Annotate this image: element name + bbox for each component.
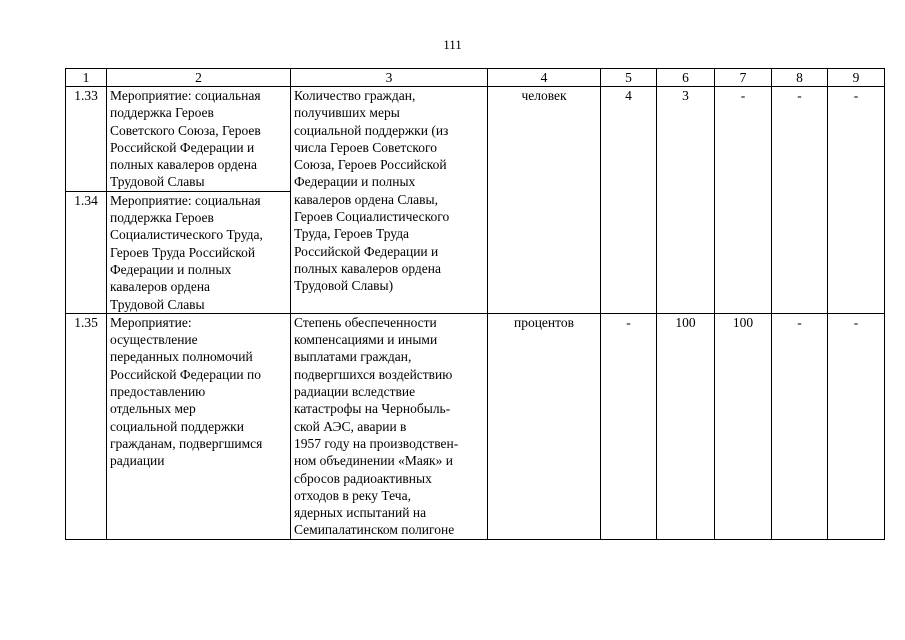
event-cell: Мероприятие: осуществление переданных полномочий Российской Федерации по предоставлению отдельных мер социальной поддержки гражданам, подвергшимся радиации: [107, 313, 291, 539]
table-row: [66, 313, 885, 539]
value-cell-5: 4: [601, 87, 657, 314]
value-cell-7: -: [715, 87, 772, 314]
column-header: 5: [601, 69, 657, 87]
column-header: 7: [715, 69, 772, 87]
value-cell-9: -: [828, 313, 885, 539]
value-cell-6: 3: [657, 87, 715, 314]
indicator-cell: Степень обеспеченности компенсациями и иными выплатами граждан, подвергшихся воздействию радиации вследствие катастрофы на Чернобыль- ской АЭС, аварии в 1957 году на производствен- ном объединении «Маяк» и сбросов радиоактивных отходов в реку Теча, ядерных испытаний на Семипалатинском полигоне: [291, 313, 488, 539]
row-number: 1.33: [66, 87, 107, 192]
column-header: 3: [291, 69, 488, 87]
table-header-row: [66, 69, 885, 87]
table-row: [66, 87, 885, 192]
column-header: 6: [657, 69, 715, 87]
column-header: 8: [772, 69, 828, 87]
row-number: 1.35: [66, 313, 107, 539]
value-cell-6: 100: [657, 313, 715, 539]
page-number: 111: [443, 37, 462, 52]
unit-cell: процентов: [488, 313, 601, 539]
column-header: 1: [66, 69, 107, 87]
event-cell: Мероприятие: социальная поддержка Героев Советского Союза, Героев Российской Федерации и полных кавалеров ордена Трудовой Славы: [107, 87, 291, 192]
value-cell-5: -: [601, 313, 657, 539]
indicator-cell: Количество граждан, получивших меры социальной поддержки (из числа Героев Советского Союза, Героев Российской Федерации и полных кавалеров ордена Славы, Героев Социалистического Труда, Героев Труда Российской Федерации и полных кавалеров ордена Трудовой Славы): [291, 87, 488, 314]
value-cell-8: -: [772, 313, 828, 539]
column-header: 4: [488, 69, 601, 87]
event-cell: Мероприятие: социальная поддержка Героев Социалистического Труда, Героев Труда Российской Федерации и полных кавалеров ордена Трудовой Славы: [107, 191, 291, 313]
column-header: 2: [107, 69, 291, 87]
value-cell-8: -: [772, 87, 828, 314]
unit-cell: человек: [488, 87, 601, 314]
row-number: 1.34: [66, 191, 107, 313]
column-header: 9: [828, 69, 885, 87]
value-cell-7: 100: [715, 313, 772, 539]
value-cell-9: -: [828, 87, 885, 314]
data-table: [65, 68, 885, 540]
